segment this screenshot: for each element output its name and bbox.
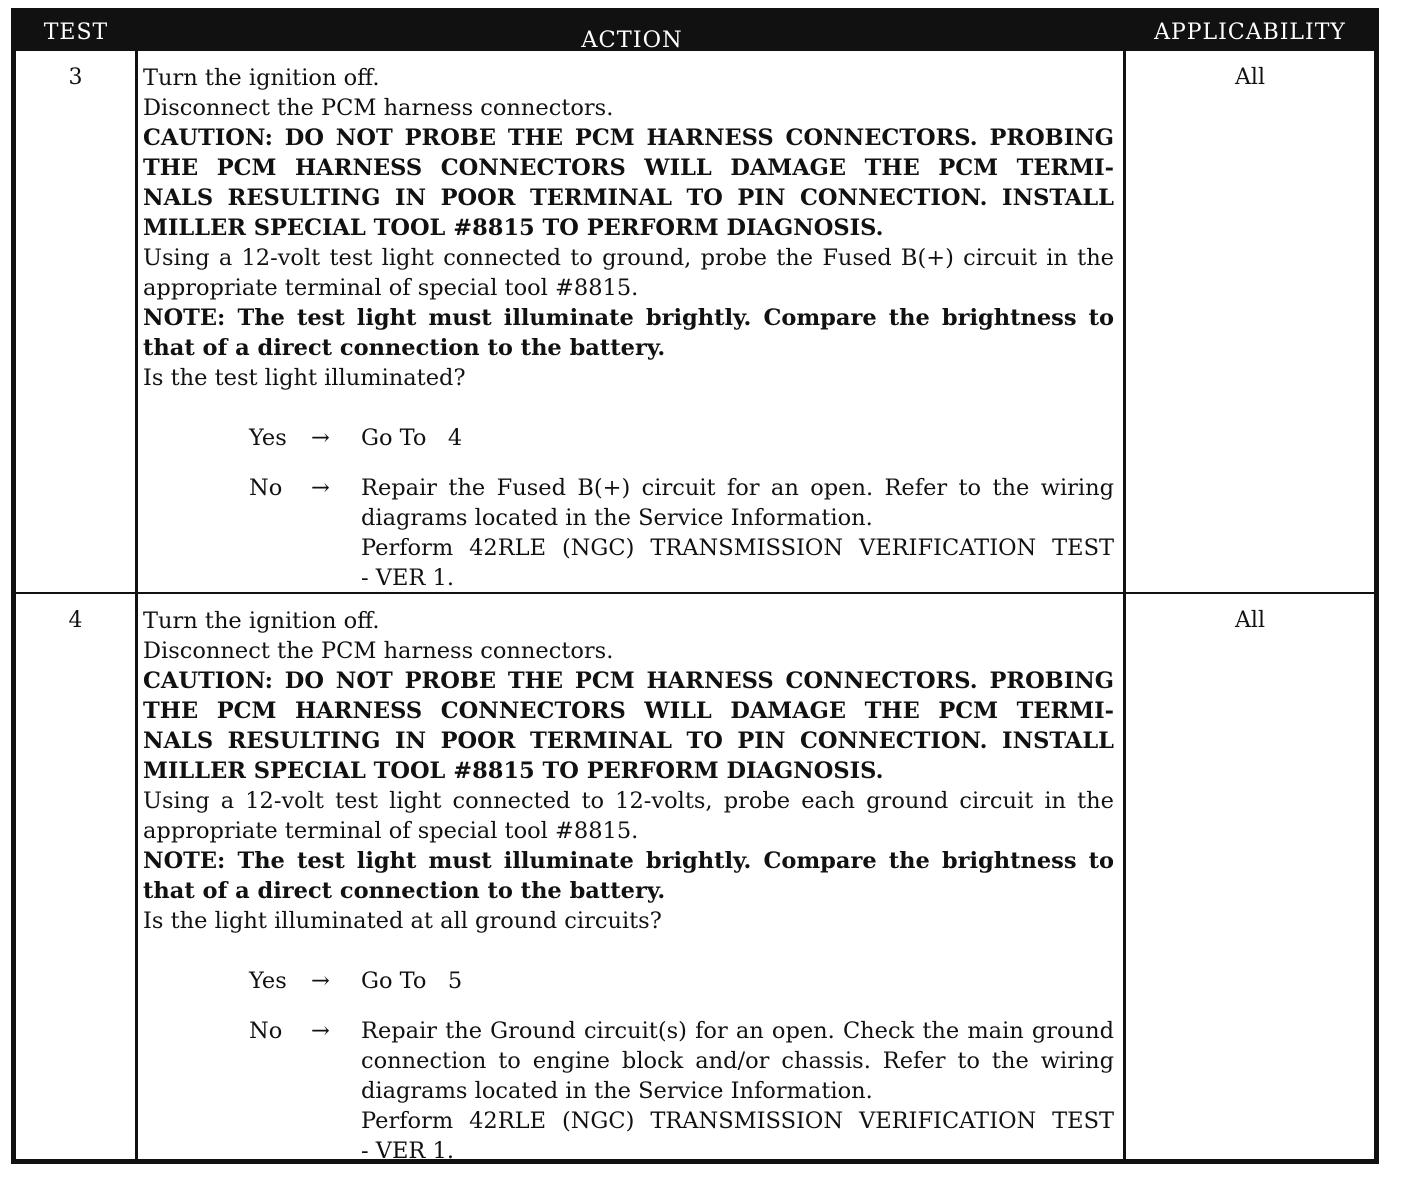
yes-label: Yes <box>249 968 287 994</box>
result-line: Perform 42RLE (NGC) TRANSMISSION VERIFICATION TEST <box>361 535 1114 561</box>
arrow-icon: → <box>311 425 330 451</box>
arrow-icon: → <box>311 1018 330 1044</box>
step-line: Turn the ignition off. <box>143 608 380 634</box>
action-text <box>143 63 1114 393</box>
caution-line: NALS RESULTING IN POOR TERMINAL TO PIN CONNECTION. INSTALL <box>143 185 1114 211</box>
header-action: ACTION <box>581 27 683 53</box>
diagnostic-table <box>11 8 1379 1164</box>
applicability-value: All <box>1235 65 1265 90</box>
caution-line: THE PCM HARNESS CONNECTORS WILL DAMAGE THE PCM TERMI- <box>143 698 1114 724</box>
caution-line: NALS RESULTING IN POOR TERMINAL TO PIN CONNECTION. INSTALL <box>143 728 1114 754</box>
yes-result: Go To 5 <box>361 968 463 994</box>
no-label: No <box>249 475 283 501</box>
caution-line: THE PCM HARNESS CONNECTORS WILL DAMAGE THE PCM TERMI- <box>143 155 1114 181</box>
result-line: - VER 1. <box>361 1138 454 1164</box>
header-applicability: APPLICABILITY <box>1154 20 1346 45</box>
caution-line: CAUTION: DO NOT PROBE THE PCM HARNESS CONNECTORS. PROBING <box>143 668 1114 694</box>
table-row <box>16 594 1374 1164</box>
result-line: - VER 1. <box>361 565 454 591</box>
applicability-value: All <box>1235 608 1265 633</box>
step-line: Disconnect the PCM harness connectors. <box>143 95 614 121</box>
result-line: diagrams located in the Service Information. <box>361 1078 873 1104</box>
test-number: 3 <box>68 65 83 90</box>
question-line: Is the light illuminated at all ground circuits? <box>143 908 662 934</box>
note-line: NOTE: The test light must illuminate brightly. Compare the brightness to <box>143 848 1114 874</box>
caution-line: MILLER SPECIAL TOOL #8815 TO PERFORM DIAGNOSIS. <box>143 758 884 784</box>
question-line: Is the test light illuminated? <box>143 365 466 391</box>
caution-line: MILLER SPECIAL TOOL #8815 TO PERFORM DIAGNOSIS. <box>143 215 884 241</box>
table-header <box>16 13 1374 51</box>
step-line: appropriate terminal of special tool #8815. <box>143 818 639 844</box>
result-line: Repair the Ground circuit(s) for an open. Check the main ground <box>361 1018 1114 1044</box>
note-line: that of a direct connection to the battery. <box>143 335 666 361</box>
test-number: 4 <box>68 608 83 633</box>
result-line: diagrams located in the Service Information. <box>361 505 873 531</box>
step-line: appropriate terminal of special tool #8815. <box>143 275 639 301</box>
note-line: that of a direct connection to the battery. <box>143 878 666 904</box>
step-line: Using a 12-volt test light connected to ground, probe the Fused B(+) circuit in the <box>143 245 1114 271</box>
result-line: Repair the Fused B(+) circuit for an open. Refer to the wiring <box>361 475 1114 501</box>
arrow-icon: → <box>311 475 330 501</box>
no-result <box>361 473 1114 593</box>
yes-result: Go To 4 <box>361 425 463 451</box>
action-text <box>143 606 1114 936</box>
result-line: Perform 42RLE (NGC) TRANSMISSION VERIFICATION TEST <box>361 1108 1114 1134</box>
note-line: NOTE: The test light must illuminate brightly. Compare the brightness to <box>143 305 1114 331</box>
no-label: No <box>249 1018 283 1044</box>
caution-line: CAUTION: DO NOT PROBE THE PCM HARNESS CONNECTORS. PROBING <box>143 125 1114 151</box>
step-line: Disconnect the PCM harness connectors. <box>143 638 614 664</box>
header-test: TEST <box>43 20 109 45</box>
step-line: Using a 12-volt test light connected to 12-volts, probe each ground circuit in the <box>143 788 1114 814</box>
yes-label: Yes <box>249 425 287 451</box>
step-line: Turn the ignition off. <box>143 65 380 91</box>
result-line: connection to engine block and/or chassis. Refer to the wiring <box>361 1048 1114 1074</box>
no-result <box>361 1016 1114 1166</box>
arrow-icon: → <box>311 968 330 994</box>
table-row <box>16 51 1374 592</box>
